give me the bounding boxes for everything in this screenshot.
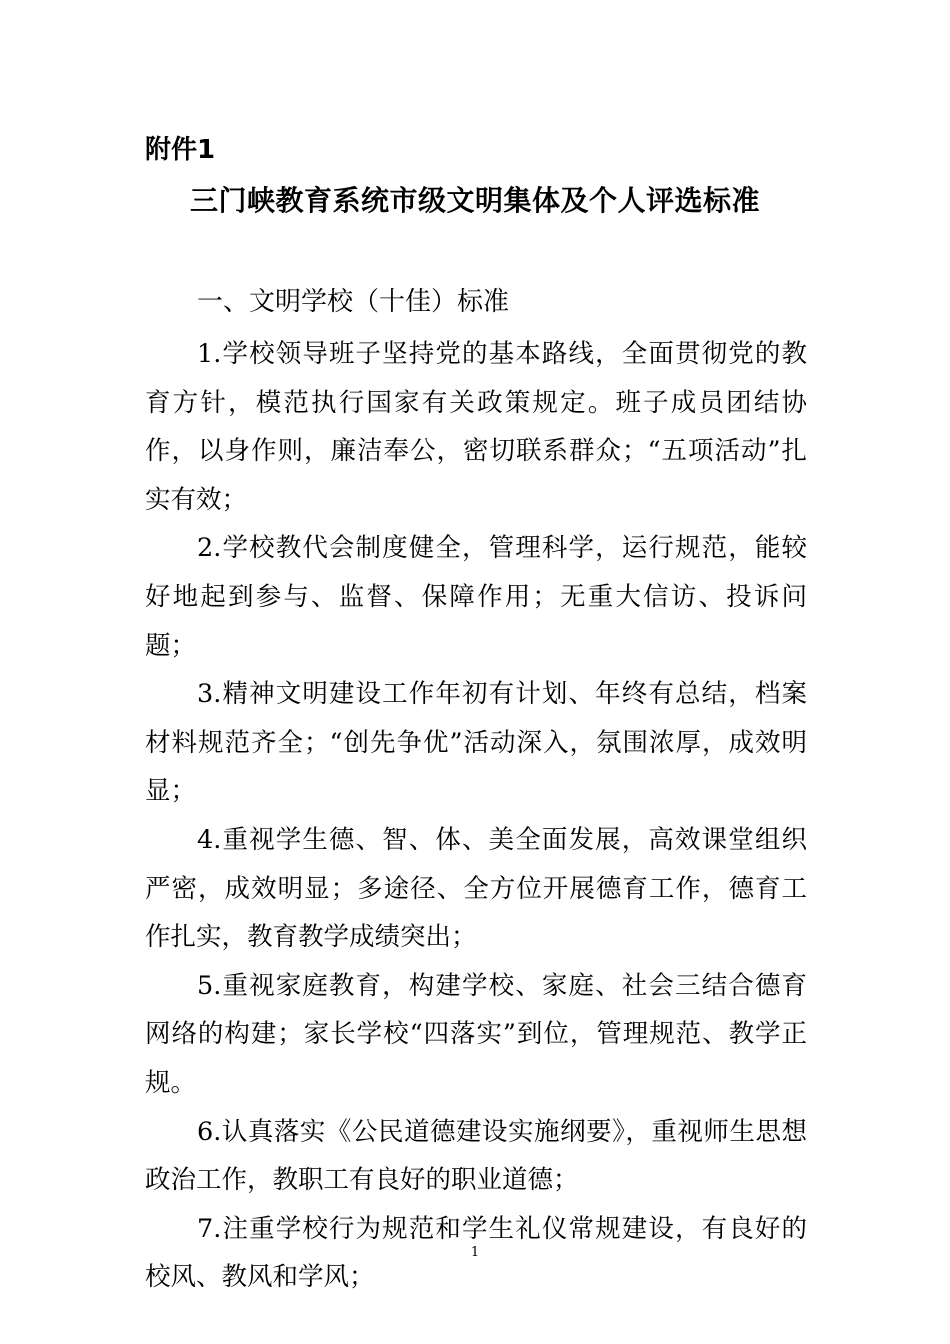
paragraph-4: 4.重视学生德、智、体、美全面发展，高效课堂组织严密，成效明显；多途径、全方位开展德育工作，德育工作扎实，教育教学成绩突出； <box>145 824 807 953</box>
paragraph-6: 6.认真落实《公民道德建设实施纲要》，重视师生思想政治工作，教职工有良好的职业道德； <box>145 1116 807 1196</box>
paragraph-7: 7.注重学校行为规范和学生礼仪常规建设，有良好的校风、教风和学风； <box>145 1213 807 1293</box>
document-body <box>145 330 807 1302</box>
attachment-label: 附件1 <box>145 135 216 165</box>
paragraph-2: 2.学校教代会制度健全，管理科学，运行规范，能较好地起到参与、监督、保障作用；无重大信访、投诉问题； <box>145 533 807 661</box>
page-number: 1 <box>470 1245 480 1260</box>
paragraph-3: 3.精神文明建设工作年初有计划、年终有总结，档案材料规范齐全；“创先争优”活动深入，氛围浓厚，成效明显； <box>145 679 807 807</box>
section-heading: 一、文明学校（十佳）标准 <box>197 287 510 317</box>
document-title: 三门峡教育系统市级文明集体及个人评选标准 <box>189 184 760 217</box>
paragraph-5: 5.重视家庭教育，构建学校、家庭、社会三结合德育网络的构建；家长学校“四落实”到位，管理规范、教学正规。 <box>145 970 807 1098</box>
paragraph-1: 1.学校领导班子坚持党的基本路线，全面贯彻党的教育方针，模范执行国家有关政策规定。班子成员团结协作，以身作则，廉洁奉公，密切联系群众；“五项活动”扎实有效； <box>145 339 807 515</box>
